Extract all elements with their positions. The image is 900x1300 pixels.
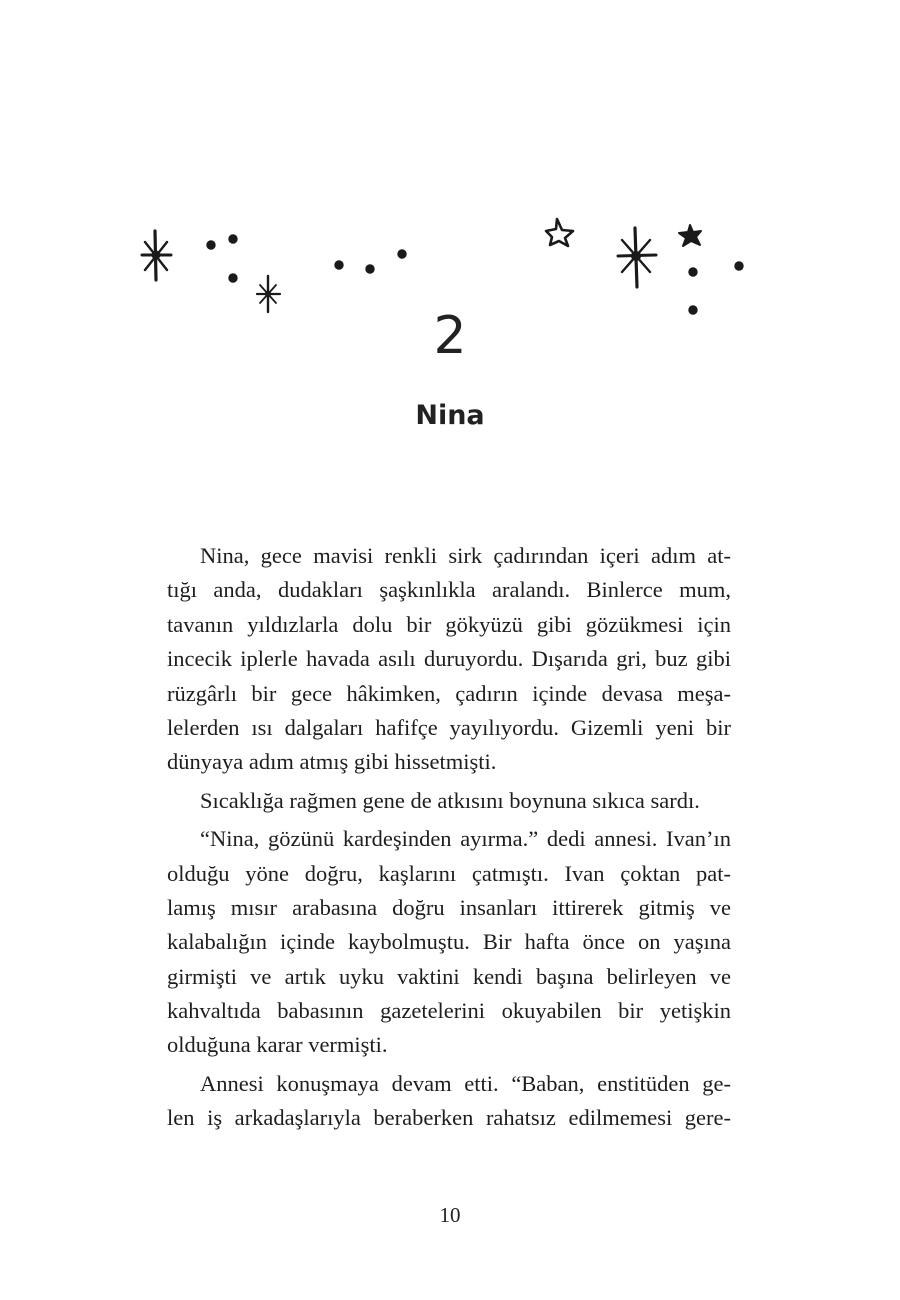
text-line: Annesi konuşmaya devam etti. “Baban, enstitüden ge- [200, 1070, 731, 1096]
text-line: lelerden ısı dalgaları hafifçe yayılıyordu. Gizemli yeni bir [167, 714, 731, 740]
text-line: girmişti ve artık uyku vaktini kendi başına belirleyen ve [167, 963, 731, 989]
text-line: len iş arkadaşlarıyla beraberken rahatsız edilmemesi gere- [167, 1105, 731, 1131]
paragraph [167, 784, 731, 818]
dot-icon [335, 261, 343, 269]
text-line: olduğuna karar vermişti. [167, 1032, 388, 1058]
page-number: 10 [439, 1203, 461, 1227]
chapter-body [167, 539, 731, 1140]
paragraph [167, 539, 731, 780]
text-line: kalabalığın içinde kaybolmuştu. Bir hafta önce on yaşına [167, 929, 731, 955]
text-line: tavanın yıldızlarla dolu bir gökyüzü gibi gözükmesi için [167, 611, 731, 637]
text-line: olduğu yöne doğru, kaşlarını çatmıştı. Ivan çoktan pat- [167, 860, 731, 886]
paragraph [167, 1067, 731, 1136]
dot-icon [735, 262, 743, 270]
star-constellation-icon [0, 0, 900, 340]
dot-icon [366, 265, 374, 273]
text-line: Sıcaklığa rağmen gene de atkısını boynuna sıkıca sardı. [200, 787, 700, 813]
text-line: rüzgârlı bir gece hâkimken, çadırın içinde devasa meşa- [167, 680, 731, 706]
text-line: Nina, gece mavisi renkli sirk çadırından içeri adım at- [200, 543, 731, 568]
dot-icon [398, 250, 406, 258]
sparkle-icon [142, 231, 171, 280]
dot-icon [229, 274, 237, 282]
chapter-number: 2 [433, 306, 467, 366]
text-line: dünyaya adım atmış gibi hissetmişti. [167, 749, 497, 775]
text-line: lamış mısır arabasına doğru insanları ittirerek gitmiş ve [167, 894, 731, 920]
sparkle-icon [618, 228, 656, 287]
text-line: “Nina, gözünü kardeşinden ayırma.” dedi annesi. Ivan’ın [200, 826, 731, 852]
text-line: kahvaltıda babasının gazetelerini okuyabilen bir yetişkin [167, 998, 731, 1024]
dot-icon [207, 241, 215, 249]
chapter-title: Nina [415, 400, 485, 431]
dot-icon [229, 235, 237, 243]
dot-icon [689, 268, 697, 276]
text-line: tığı anda, dudakları şaşkınlıkla aralandı. Binlerce mum, [167, 577, 731, 603]
filled-star-icon [679, 225, 701, 246]
outline-star-icon [546, 219, 573, 246]
text-line: incecik iplerle havada asılı duruyordu. Dışarıda gri, buz gibi [167, 646, 731, 672]
paragraph [167, 822, 731, 1063]
